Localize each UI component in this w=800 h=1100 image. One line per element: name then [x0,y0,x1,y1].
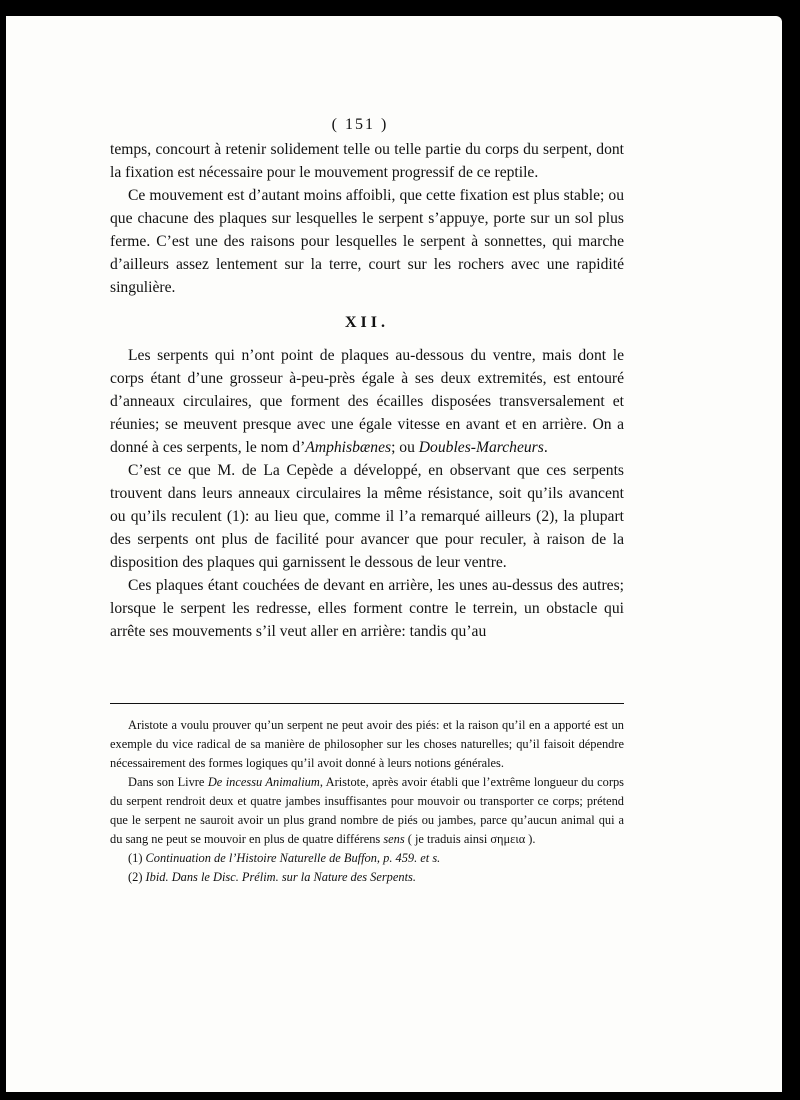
amph-text-3: . [543,439,548,456]
footnote-1-marker: (1) [128,851,146,865]
footnotes-block [110,716,624,887]
amph-term-1: Amphisbænes [305,439,392,456]
incessu-title: De incessu Animalium [207,775,320,789]
main-text [110,138,624,643]
amph-term-2: Doubles-Marcheurs [418,439,544,456]
page-number: ( 151 ) [331,116,389,133]
incessu-text-1: Dans son Livre [128,775,208,789]
paragraph-movement: Ce mouvement est d’autant moins affoibli, que cette fixation est plus stable; ou que chacune des plaques sur lesquelles le serpent s’appuye, porte sur un sol plus ferme. C’est une des raisons pour lesquelles le serpent à sonnettes, qui marche d’ailleurs assez lentement sur la terre, court sur les rochers avec une rapidité singulière. [110,187,624,296]
amph-text-1: Les serpents qui n’ont point de plaques au-dessous du ventre, mais dont le corps étant d’une grosseur à-peu-près égale à ses deux extremités, est entouré d’anneaux circulaires, que forment des écailles disposées transversalement et réunies; se meuvent presque avec une égale vitesse en avant et en arrière. On a donné à ces serpents, le nom d’ [110,347,624,456]
note-aristote: Aristote a voulu prouver qu’un serpent ne peut avoir des piés: et la raison qu’il en a apporté est un exemple du vice radical de sa manière de philosopher sur les choses naturelles; qu’il faisoit dépendre nécessairement des formes logiques qu’il avoit donné à leurs notions générales. [110,718,624,770]
footnote-2 [110,868,624,887]
footnote-divider [110,703,624,704]
footnote-2-text: Ibid. Dans le Disc. Prélim. sur la Nature des Serpents. [145,870,416,884]
amph-text-2: ; ou [391,439,419,456]
footnote-2-marker: (2) [128,870,146,884]
section-heading: XII. [344,314,389,331]
footnote-1-text: Continuation de l’Histoire Naturelle de Buffon, p. 459. et s. [145,851,441,865]
paragraph-amphisbaenes [110,344,624,459]
incessu-sens: sens [383,832,405,846]
paragraph-lacepede: C’est ce que M. de La Cepède a développé, en observant que ces serpents trouvent dans leurs anneaux circulaires la même résistance, soit qu’ils avancent ou qu’ils reculent (1): au lieu que, comme il l’a remarqué ailleurs (2), la plupart des serpents ont plus de facilité pour avancer que pour reculer, à raison de la disposition des plaques qui garnissent le dessous de leur ventre. [110,462,624,571]
footnote-1 [110,849,624,868]
paragraph-continuation: temps, concourt à retenir solidement telle ou telle partie du corps du serpent, dont la fixation est nécessaire pour le mouvement progressif de ce reptile. [110,141,624,181]
paragraph-plates: Ces plaques étant couchées de devant en arrière, les unes au-dessus des autres; lorsque le serpent les redresse, elles forment contre le terrein, un obstacle qui arrête ses mouvements s’il veut aller en arrière: tandis qu’au [110,577,624,640]
note-incessu [110,773,624,849]
incessu-text-3: ( je traduis ainsi σημεια ). [404,832,536,846]
incessu-text-2: , Aristote, après avoir établi que l’extrême longueur du corps du serpent rendroit deux et quatre jambes insuffisantes pour mouvoir ou transporter ce corps; prétend que le serpent ne sauroit avoir un plus grand nombre de piés ou jambes, parce qu’aucun animal qui a du sang ne peut se mouvoir en plus de quatre différens [110,775,624,846]
